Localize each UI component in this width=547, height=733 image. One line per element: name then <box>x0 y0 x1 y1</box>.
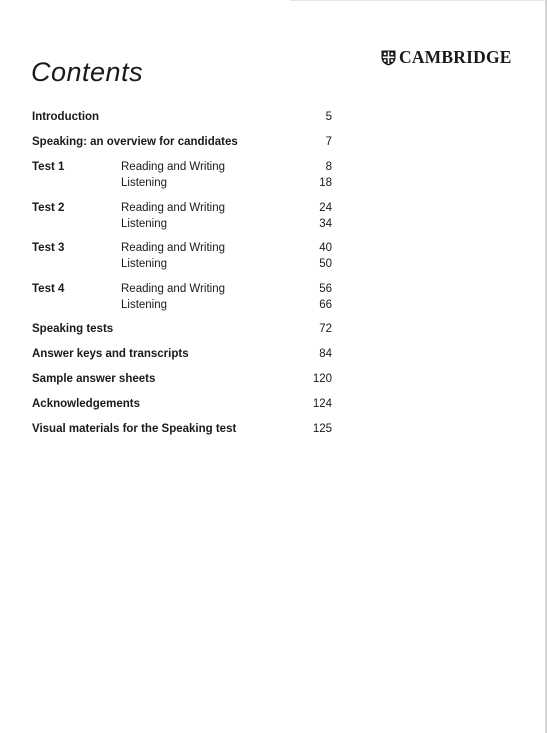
toc-test-part-label: Reading and Writing <box>121 282 225 295</box>
toc-entry-page: 125 <box>312 423 332 435</box>
toc-entry-page: 124 <box>312 398 332 410</box>
toc-test-part-label: Listening <box>121 217 168 230</box>
toc-entry-title: Sample answer sheets <box>32 373 156 385</box>
toc-entry-page: 66 <box>319 298 332 311</box>
toc-entry[interactable] <box>32 346 332 362</box>
toc-entry-page: 72 <box>319 323 332 335</box>
toc-entry[interactable] <box>32 200 332 216</box>
toc-entry-page: 7 <box>325 136 332 148</box>
toc-top-section <box>32 109 332 150</box>
toc-entry[interactable] <box>32 134 332 150</box>
toc-entry-title: Acknowledgements <box>32 398 140 410</box>
toc-entry[interactable] <box>32 297 332 313</box>
scan-edge-top <box>290 0 547 1</box>
toc-entry-page: 5 <box>325 111 332 123</box>
toc-entry[interactable] <box>32 321 332 337</box>
toc-entry-page: 84 <box>319 348 332 360</box>
toc-entry[interactable] <box>32 159 332 175</box>
table-of-contents <box>32 109 332 446</box>
toc-test-title: Test 3 <box>32 242 65 254</box>
toc-test-part-label: Listening <box>121 177 168 189</box>
publisher-name: CAMBRIDGE <box>399 47 512 67</box>
toc-entry[interactable] <box>32 421 332 437</box>
toc-entry-page: 18 <box>319 177 332 189</box>
toc-entry-page: 40 <box>319 242 332 254</box>
toc-entry-page: 34 <box>319 217 332 230</box>
toc-entry-title: Speaking tests <box>32 323 114 335</box>
toc-entry[interactable] <box>32 216 332 232</box>
toc-entry-title: Speaking: an overview for candidates <box>32 136 238 148</box>
toc-test-title: Test 1 <box>32 161 65 173</box>
toc-entry-page: 50 <box>319 258 332 270</box>
cambridge-logo <box>381 47 512 68</box>
toc-test-part-label: Reading and Writing <box>121 201 225 214</box>
toc-entry[interactable] <box>32 109 332 125</box>
toc-entry[interactable] <box>32 281 332 297</box>
toc-test-part-label: Reading and Writing <box>121 161 225 173</box>
toc-tests-section <box>32 159 332 313</box>
toc-entry[interactable] <box>32 371 332 387</box>
toc-entry-page: 56 <box>319 282 332 295</box>
toc-entry[interactable] <box>32 256 332 272</box>
toc-entry-title: Answer keys and transcripts <box>32 348 189 360</box>
university-shield-icon <box>381 50 396 66</box>
toc-test-part-label: Listening <box>121 298 168 311</box>
toc-entry-page: 120 <box>312 373 332 385</box>
toc-entry-page: 8 <box>325 161 332 173</box>
toc-test-title: Test 2 <box>32 201 65 214</box>
toc-entry-title: Visual materials for the Speaking test <box>32 423 237 435</box>
toc-entry-page: 24 <box>319 201 332 214</box>
toc-entry-title: Introduction <box>32 111 100 123</box>
toc-entry[interactable] <box>32 175 332 191</box>
toc-bottom-section <box>32 321 332 437</box>
page-title: Contents <box>31 57 144 87</box>
toc-test-part-label: Reading and Writing <box>121 242 225 254</box>
toc-test-part-label: Listening <box>121 258 168 270</box>
toc-test-title: Test 4 <box>32 282 65 295</box>
toc-entry[interactable] <box>32 240 332 256</box>
toc-entry[interactable] <box>32 396 332 412</box>
